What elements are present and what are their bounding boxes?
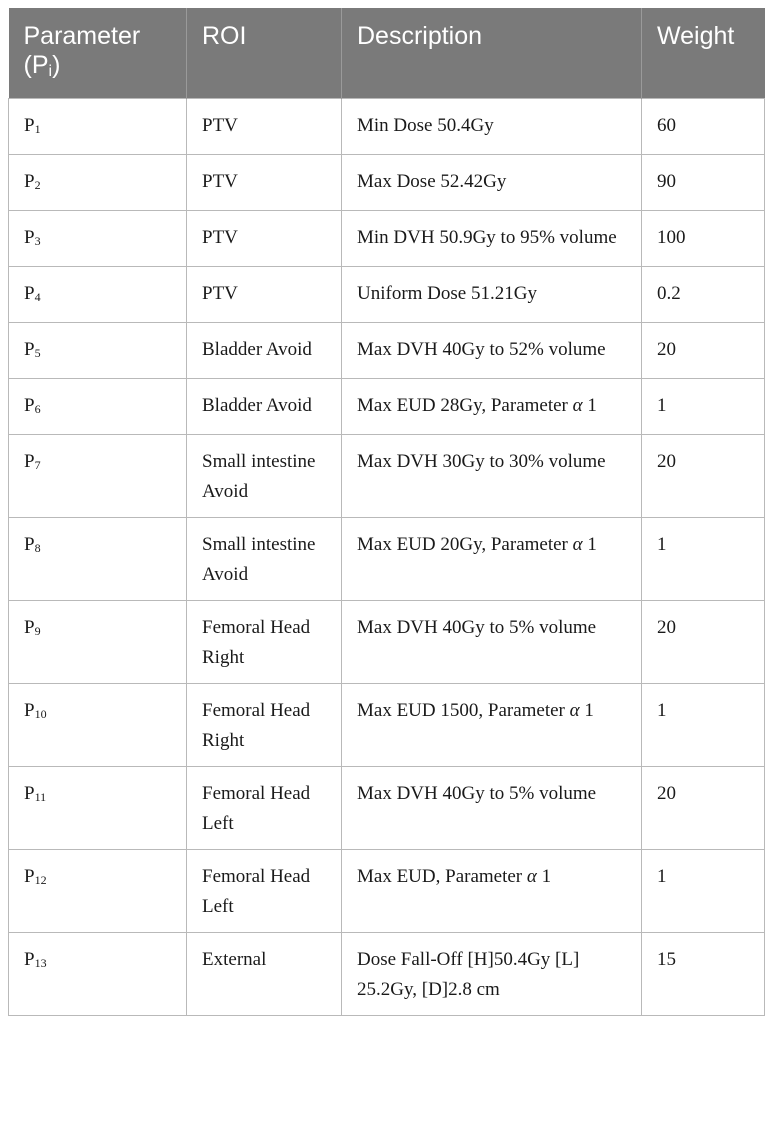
cell-roi: PTV — [187, 267, 342, 323]
cell-weight: 20 — [642, 435, 765, 518]
parameter-symbol: P — [24, 534, 35, 555]
cell-parameter — [9, 211, 187, 267]
parameter-symbol: P — [24, 283, 35, 304]
table-row — [9, 211, 765, 267]
cell-description: Max EUD, Parameter α 1 — [342, 850, 642, 933]
table-row — [9, 684, 765, 767]
table-row — [9, 99, 765, 155]
cell-roi: Femoral Head Left — [187, 767, 342, 850]
parameter-index: 7 — [34, 458, 41, 472]
cell-roi: Small intestine Avoid — [187, 518, 342, 601]
table-header — [9, 8, 765, 99]
cell-description: Max EUD 20Gy, Parameter α 1 — [342, 518, 642, 601]
alpha-symbol: α — [526, 866, 537, 887]
cell-weight: 1 — [642, 850, 765, 933]
parameter-index: 4 — [34, 290, 41, 304]
cell-parameter — [9, 155, 187, 211]
parameter-symbol: P — [24, 866, 35, 887]
cell-parameter — [9, 518, 187, 601]
header-parameter-subscript: i — [48, 63, 53, 80]
cell-roi: Small intestine Avoid — [187, 435, 342, 518]
parameter-index: 6 — [34, 402, 41, 416]
table-row — [9, 850, 765, 933]
table-row — [9, 379, 765, 435]
cell-weight: 1 — [642, 684, 765, 767]
cell-roi: Bladder Avoid — [187, 379, 342, 435]
cell-description: Min DVH 50.9Gy to 95% volume — [342, 211, 642, 267]
cell-description: Max DVH 40Gy to 5% volume — [342, 767, 642, 850]
cell-description: Max EUD 1500, Parameter α 1 — [342, 684, 642, 767]
cell-parameter — [9, 99, 187, 155]
table-row — [9, 435, 765, 518]
cell-parameter — [9, 435, 187, 518]
parameter-symbol: P — [24, 700, 35, 721]
parameter-symbol: P — [24, 949, 35, 970]
cell-description: Max DVH 40Gy to 5% volume — [342, 601, 642, 684]
table-row — [9, 933, 765, 1016]
parameter-symbol: P — [24, 227, 35, 248]
cell-roi: External — [187, 933, 342, 1016]
parameter-symbol: P — [24, 171, 35, 192]
parameter-table — [8, 8, 765, 1016]
cell-weight: 1 — [642, 518, 765, 601]
parameter-index: 5 — [34, 346, 41, 360]
header-roi: ROI — [187, 8, 342, 99]
cell-weight: 90 — [642, 155, 765, 211]
table-body — [9, 99, 765, 1016]
parameter-symbol: P — [24, 451, 35, 472]
cell-description: Max Dose 52.42Gy — [342, 155, 642, 211]
cell-weight: 1 — [642, 379, 765, 435]
cell-parameter — [9, 767, 187, 850]
header-weight: Weight — [642, 8, 765, 99]
parameter-index: 3 — [34, 234, 41, 248]
cell-weight: 20 — [642, 601, 765, 684]
cell-weight: 20 — [642, 767, 765, 850]
cell-description: Dose Fall-Off [H]50.4Gy [L] 25.2Gy, [D]2.8 cm — [342, 933, 642, 1016]
cell-weight: 100 — [642, 211, 765, 267]
table-row — [9, 267, 765, 323]
header-row — [9, 8, 765, 99]
parameter-table-container — [8, 8, 764, 1016]
table-row — [9, 767, 765, 850]
header-description: Description — [342, 8, 642, 99]
cell-roi: PTV — [187, 99, 342, 155]
parameter-symbol: P — [24, 395, 35, 416]
cell-parameter — [9, 933, 187, 1016]
parameter-index: 2 — [34, 178, 41, 192]
parameter-symbol: P — [24, 115, 35, 136]
header-parameter-close: ) — [52, 51, 61, 79]
table-row — [9, 155, 765, 211]
alpha-symbol: α — [572, 534, 583, 555]
parameter-symbol: P — [24, 617, 35, 638]
cell-roi: Femoral Head Left — [187, 850, 342, 933]
table-row — [9, 518, 765, 601]
alpha-symbol: α — [569, 700, 580, 721]
cell-parameter — [9, 267, 187, 323]
parameter-index: 10 — [34, 707, 47, 721]
header-parameter-label: Parameter (P — [23, 22, 141, 79]
cell-weight: 0.2 — [642, 267, 765, 323]
cell-parameter — [9, 601, 187, 684]
cell-description: Min Dose 50.4Gy — [342, 99, 642, 155]
cell-description: Uniform Dose 51.21Gy — [342, 267, 642, 323]
parameter-symbol: P — [24, 783, 35, 804]
cell-parameter — [9, 850, 187, 933]
cell-roi: PTV — [187, 155, 342, 211]
alpha-symbol: α — [572, 395, 583, 416]
cell-roi: Femoral Head Right — [187, 684, 342, 767]
parameter-symbol: P — [24, 339, 35, 360]
cell-roi: PTV — [187, 211, 342, 267]
table-row — [9, 323, 765, 379]
parameter-index: 12 — [34, 873, 47, 887]
parameter-index: 13 — [34, 956, 47, 970]
cell-parameter — [9, 379, 187, 435]
cell-weight: 20 — [642, 323, 765, 379]
cell-weight: 60 — [642, 99, 765, 155]
table-row — [9, 601, 765, 684]
cell-roi: Bladder Avoid — [187, 323, 342, 379]
header-parameter — [9, 8, 187, 99]
cell-description: Max DVH 40Gy to 52% volume — [342, 323, 642, 379]
cell-roi: Femoral Head Right — [187, 601, 342, 684]
cell-parameter — [9, 323, 187, 379]
parameter-index: 8 — [34, 541, 41, 555]
cell-parameter — [9, 684, 187, 767]
parameter-index: 9 — [34, 624, 41, 638]
parameter-index: 11 — [34, 790, 47, 804]
cell-description: Max EUD 28Gy, Parameter α 1 — [342, 379, 642, 435]
cell-weight: 15 — [642, 933, 765, 1016]
cell-description: Max DVH 30Gy to 30% volume — [342, 435, 642, 518]
parameter-index: 1 — [34, 122, 41, 136]
